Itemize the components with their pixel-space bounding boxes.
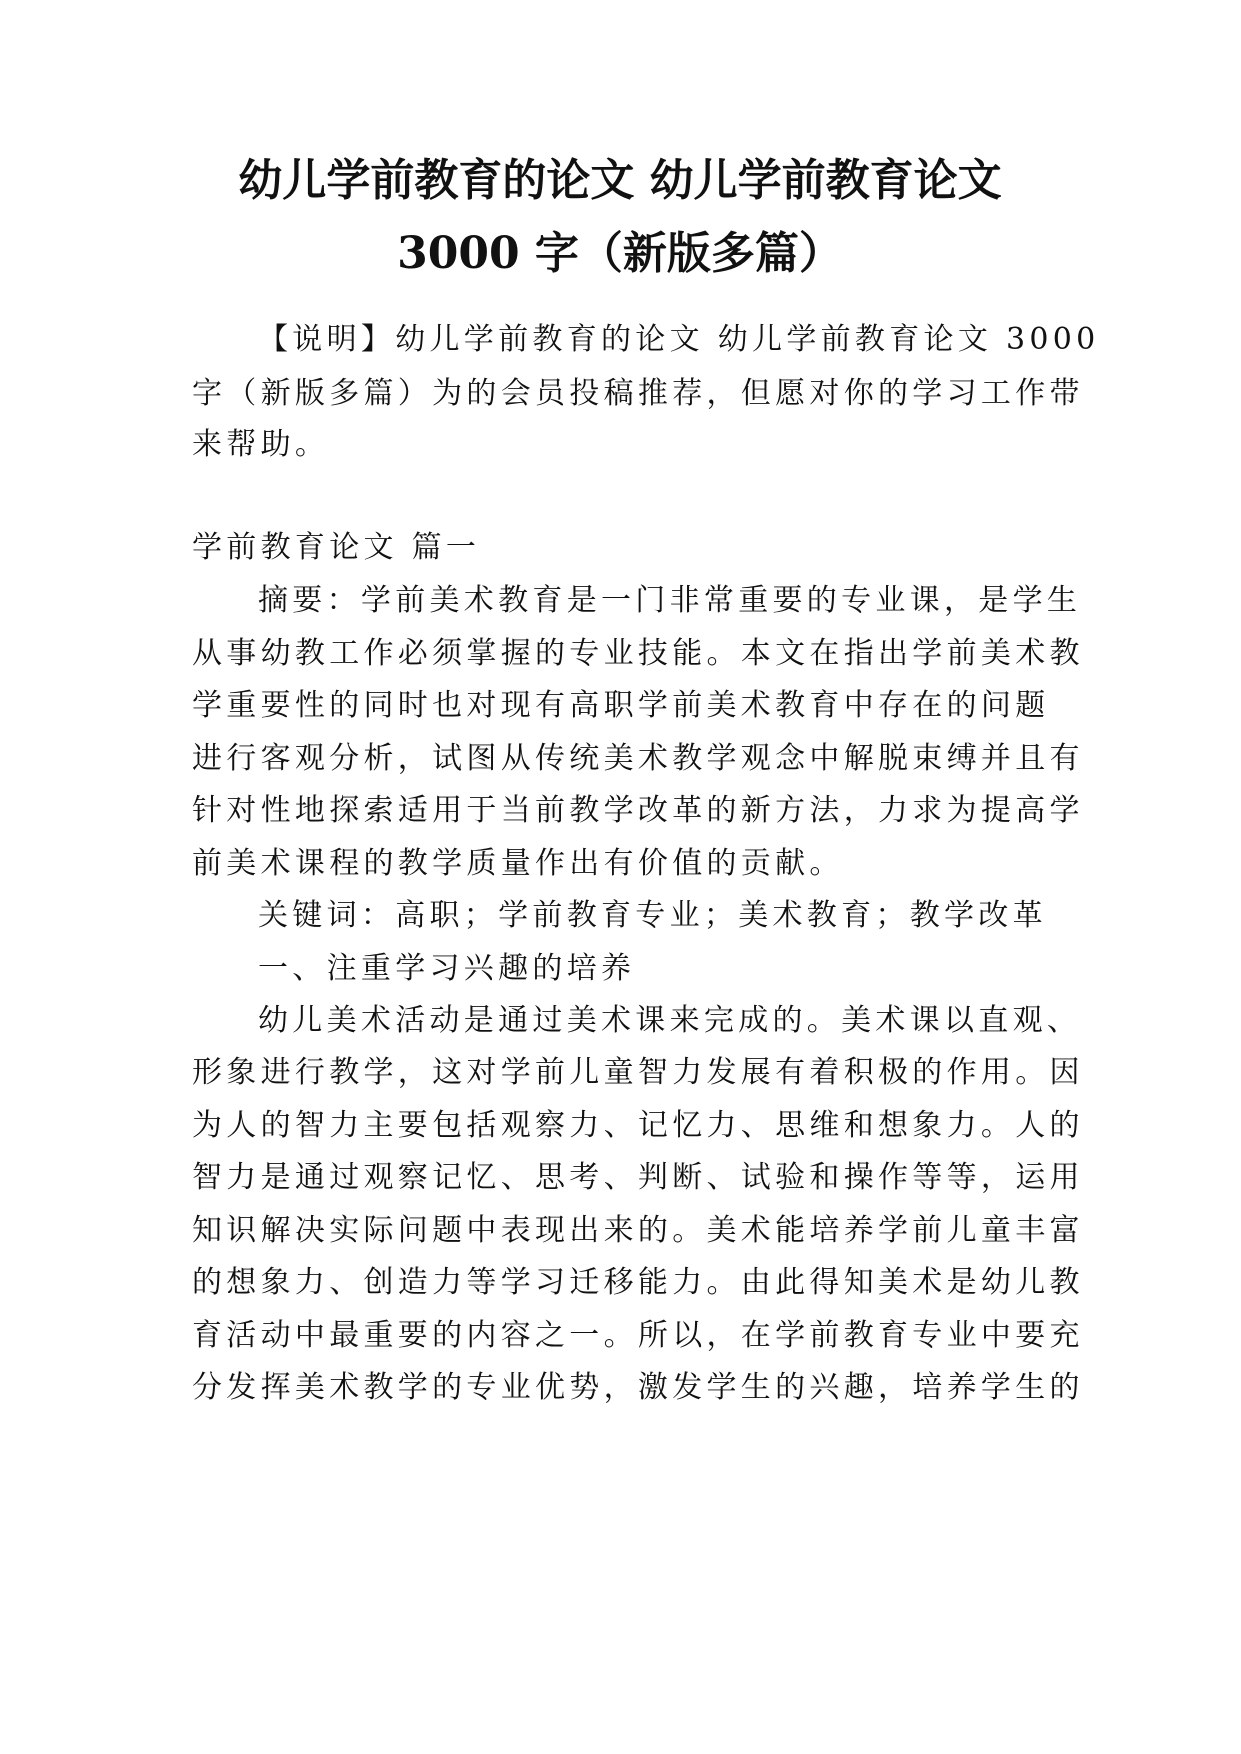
paragraph-line: 的想象力、创造力等学习迁移能力。由此得知美术是幼儿教 bbox=[192, 1265, 1084, 1300]
document-title-line-2: 3000 字（新版多篇） bbox=[397, 228, 843, 279]
abstract-line: 从事幼教工作必须掌握的专业技能。本文在指出学前美术教 bbox=[192, 636, 1084, 671]
paragraph-line: 分发挥美术教学的专业优势，激发学生的兴趣，培养学生的 bbox=[192, 1370, 1084, 1405]
intro-line: 字（新版多篇）为的会员投稿推荐，但愿对你的学习工作带 bbox=[192, 376, 1084, 411]
keywords-line: 关键词：高职；学前教育专业；美术教育；教学改革 bbox=[258, 898, 1047, 933]
paragraph-line: 幼儿美术活动是通过美术课来完成的。美术课以直观、 bbox=[258, 1003, 1082, 1038]
subheading: 一、注重学习兴趣的培养 bbox=[258, 951, 636, 986]
document-title-line-1: 幼儿学前教育的论文 幼儿学前教育论文 bbox=[238, 155, 1002, 206]
section-heading: 学前教育论文 篇一 bbox=[192, 530, 481, 565]
paragraph-line: 育活动中最重要的内容之一。所以，在学前教育专业中要充 bbox=[192, 1318, 1084, 1353]
paragraph-line: 为人的智力主要包括观察力、记忆力、思维和想象力。人的 bbox=[192, 1108, 1084, 1143]
abstract-line: 进行客观分析，试图从传统美术教学观念中解脱束缚并且有 bbox=[192, 741, 1084, 776]
paragraph-line: 知识解决实际问题中表现出来的。美术能培养学前儿童丰富 bbox=[192, 1213, 1084, 1248]
abstract-line: 前美术课程的教学质量作出有价值的贡献。 bbox=[192, 846, 844, 881]
intro-line: 来帮助。 bbox=[192, 427, 330, 462]
abstract-line: 摘要：学前美术教育是一门非常重要的专业课，是学生 bbox=[258, 583, 1082, 618]
abstract-line: 学重要性的同时也对现有高职学前美术教育中存在的问题 bbox=[192, 688, 1050, 723]
paragraph-line: 形象进行教学，这对学前儿童智力发展有着积极的作用。因 bbox=[192, 1055, 1084, 1090]
intro-line: 【说明】幼儿学前教育的论文 幼儿学前教育论文 3000 bbox=[258, 322, 1100, 357]
abstract-line: 针对性地探索适用于当前教学改革的新方法，力求为提高学 bbox=[192, 793, 1084, 828]
paragraph-line: 智力是通过观察记忆、思考、判断、试验和操作等等，运用 bbox=[192, 1160, 1084, 1195]
